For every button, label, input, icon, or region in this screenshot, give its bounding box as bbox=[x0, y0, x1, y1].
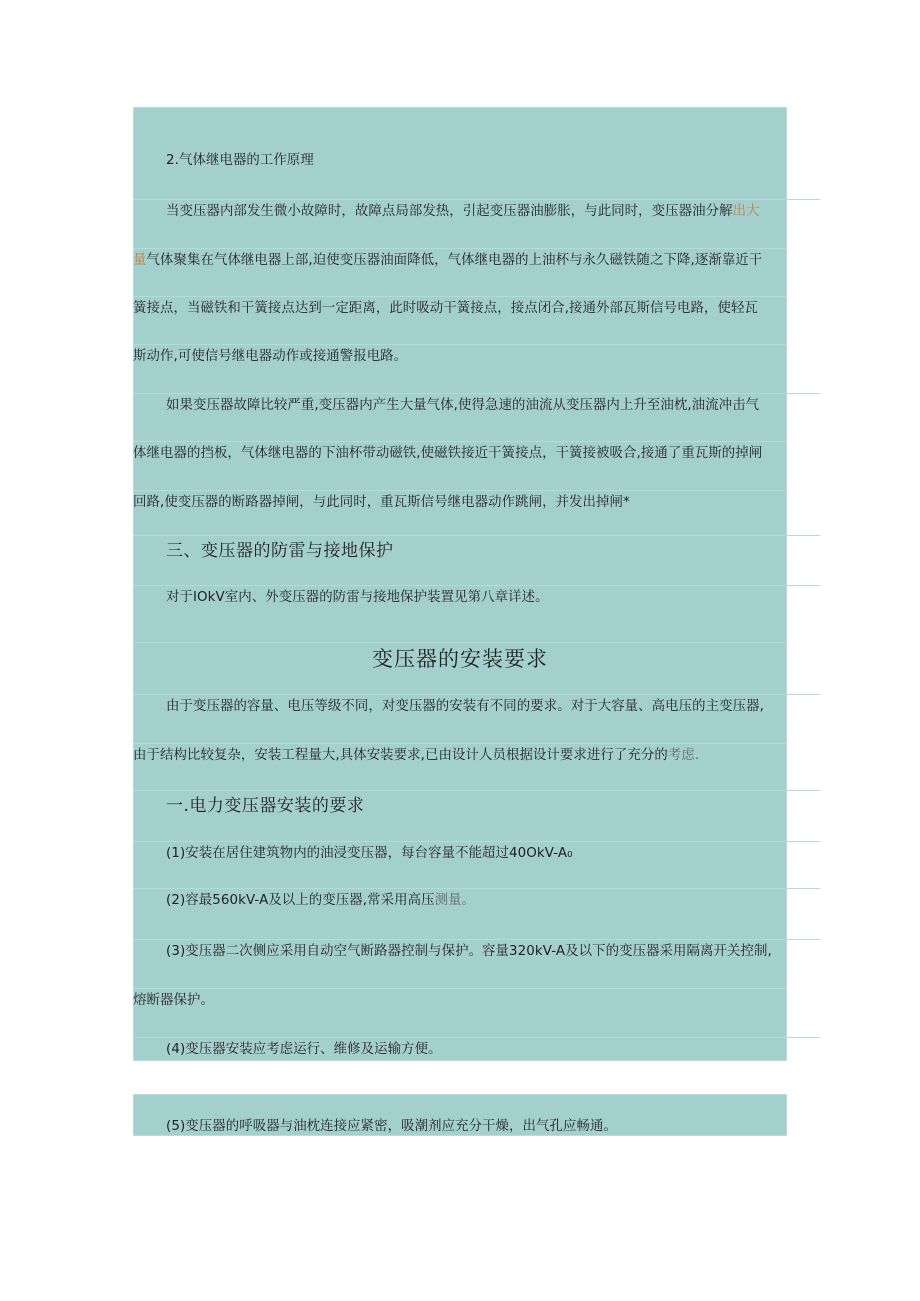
paragraph-line: 斯动作,可使信号继电器动作或接通警报电路。 bbox=[133, 344, 787, 364]
paragraph-line: 簧接点，当磁铁和干簧接点达到一定距离，此时吸动干簧接点，接点闭合,接通外部瓦斯信号电路，使轻瓦 bbox=[133, 296, 787, 316]
paragraph-line: 量气体聚集在气体继电器上部,迫使变压器油面降低，气体继电器的上油杯与永久磁铁随之下降,逐渐靠近干 bbox=[133, 248, 787, 268]
paragraph-line: 对于IOkV室内、外变压器的防雷与接地保护装置见第八章详述。 bbox=[133, 585, 820, 605]
paragraph-line: 当变压器内部发生微小故障时，故障点局部发热，引起变压器油膨胀，与此同时，变压器油分解出大 bbox=[133, 199, 820, 219]
main-title: 变压器的安装要求 bbox=[133, 642, 787, 673]
section-heading: 三、变压器的防雷与接地保护 bbox=[133, 535, 820, 561]
list-item: 熔断器保护。 bbox=[133, 988, 787, 1008]
list-item: (5)变压器的呼吸器与油枕连接应紧密，吸潮剂应充分干燥，出气孔应畅通。 bbox=[166, 1119, 617, 1134]
section-heading: 一.电力变压器安装的要求 bbox=[133, 790, 820, 816]
list-item: (3)变压器二次侧应采用自动空气断路器控制与保护。容量320kV-A及以下的变压器采用隔离开关控制, bbox=[133, 939, 820, 959]
paragraph-line: 由于变压器的容量、电压等级不同，对变压器的安装有不同的要求。对于大容量、高电压的主变压器, bbox=[133, 694, 820, 714]
list-item: (1)安装在居住建筑物内的油浸变压器，每台容量不能超过40OkV-A₀ bbox=[133, 841, 820, 861]
paragraph-line: 体继电器的挡板，气体继电器的下油杯带动磁铁,使磁铁接近干簧接点，干簧接被吸合,接通了重瓦斯的掉闸 bbox=[133, 441, 787, 461]
document-page-block bbox=[133, 1094, 787, 1136]
paragraph-line: 如果变压器故障比较严重,变压器内产生大量气体,使得急速的油流从变压器内上升至油枕,油流冲击气 bbox=[133, 393, 820, 413]
section-title: 2.气体继电器的工作原理 bbox=[166, 153, 314, 168]
document-page-block bbox=[133, 107, 787, 1061]
paragraph-line: 由于结构比较复杂，安装工程量大,具体安装要求,已由设计人员根据设计要求进行了充分的考虑. bbox=[133, 743, 787, 763]
list-item: (4)变压器安装应考虑运行、维修及运输方便。 bbox=[133, 1037, 820, 1057]
paragraph-line: 回路,使变压器的断路器掉闸，与此同时，重瓦斯信号继电器动作跳闸，并发出掉闸* bbox=[133, 490, 787, 510]
list-item: (2)容最560kV-A及以上的变压器,常采用高压测量。 bbox=[133, 888, 820, 908]
